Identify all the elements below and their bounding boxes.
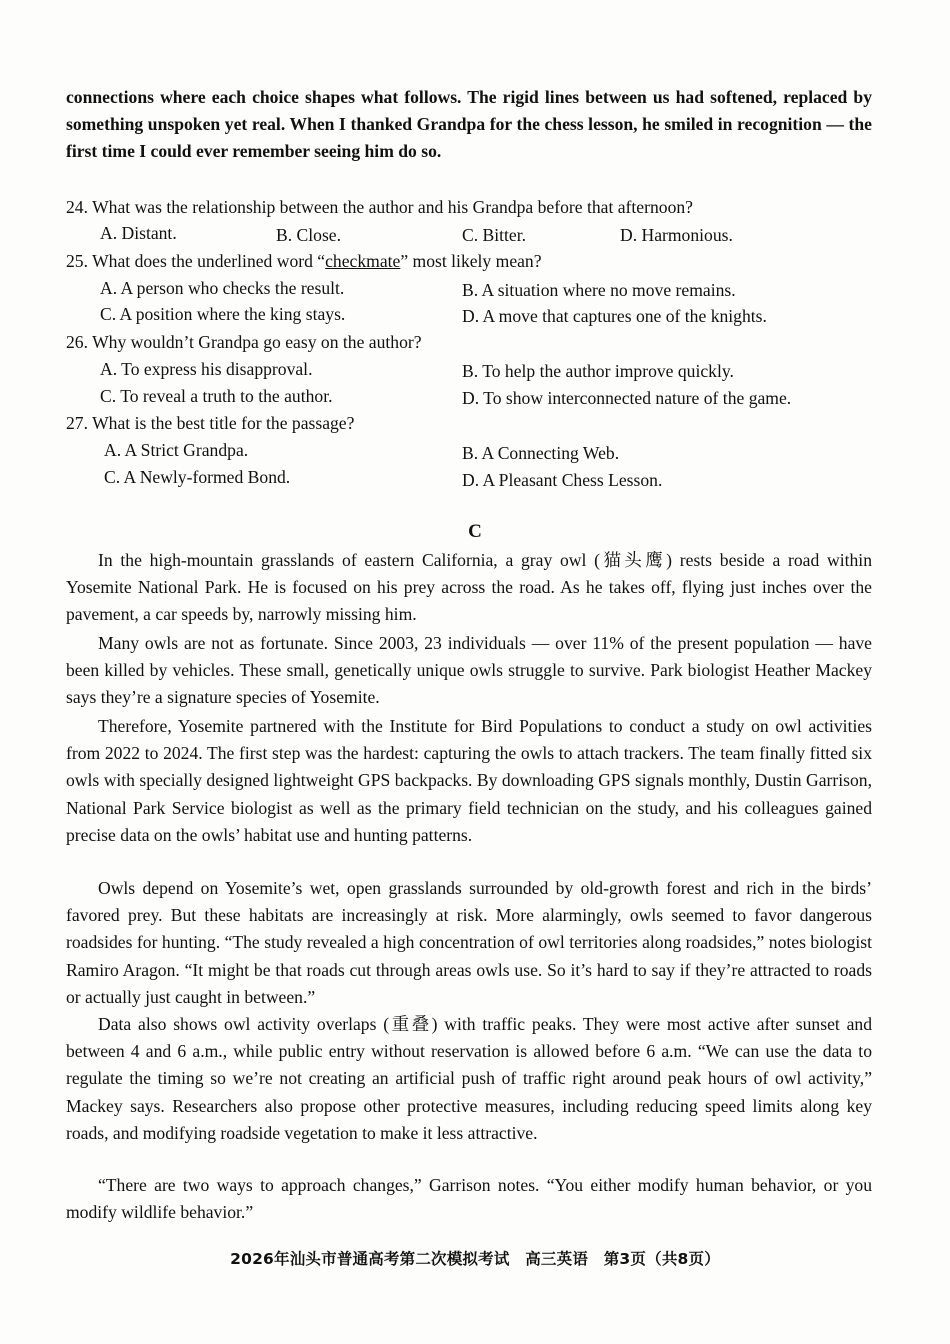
question-24-stem: 24. What was the relationship between the author and his Grandpa before that afternoon? xyxy=(66,197,693,217)
intro-paragraph: connections where each choice shapes what follows. The rigid lines between us had softened, replaced by something unspoken yet real. When I thanked Grandpa for the chess lesson, he smiled in recognition — the first time I could ever remember seeing him do so. xyxy=(66,87,872,162)
q27-option-c: C. A Newly-formed Bond. xyxy=(104,467,291,487)
q24-option-d: D. Harmonious. xyxy=(620,225,733,245)
question-25-stem xyxy=(66,248,542,274)
q26-option-b: B. To help the author improve quickly. xyxy=(462,361,734,381)
q25-option-a: A. A person who checks the result. xyxy=(100,278,345,298)
passage-c-paragraph-2: Many owls are not as fortunate. Since 2003, 23 individuals — over 11% of the present population — have been killed by vehicles. These small, genetically unique owls struggle to survive. Park biologist Heather Mackey says they’re a signature species of Yosemite. xyxy=(66,633,872,708)
q26-option-a: A. To express his disapproval. xyxy=(100,359,313,379)
section-label: C xyxy=(468,521,482,542)
page-footer: 2026年汕头市普通高考第二次模拟考试 高三英语 第3页（共8页） xyxy=(230,1250,720,1268)
q27-option-a: A. A Strict Grandpa. xyxy=(104,440,249,460)
passage-c-paragraph-3: Therefore, Yosemite partnered with the Institute for Bird Populations to conduct a study on owl activities from 2022 to 2024. The first step was the hardest: capturing the owls to attach trackers. The team finally fitted six owls with specially designed lightweight GPS backpacks. By downloading GPS signals monthly, Dustin Garrison, National Park Service biologist as well as the primary field technician on the study, and his colleagues gained precise data on the owls’ habitat use and hunting patterns. xyxy=(66,716,872,845)
q25-stem-before: 25. What does the underlined word “ xyxy=(66,251,326,271)
question-27-stem: 27. What is the best title for the passage? xyxy=(66,413,355,433)
q27-option-b: B. A Connecting Web. xyxy=(462,443,620,463)
q27-option-d: D. A Pleasant Chess Lesson. xyxy=(462,470,663,490)
q24-option-a: A. Distant. xyxy=(100,223,177,243)
q24-option-c: C. Bitter. xyxy=(462,225,527,245)
q25-option-b: B. A situation where no move remains. xyxy=(462,280,736,300)
q25-underlined-word: checkmate xyxy=(325,251,401,271)
q25-option-c: C. A position where the king stays. xyxy=(100,304,346,324)
passage-c-paragraph-4: Owls depend on Yosemite’s wet, open grasslands surrounded by old-growth forest and rich in the birds’ favored prey. But these habitats are increasingly at risk. More alarmingly, owls seemed to favor dangerous roadsides for hunting. “The study revealed a high concentration of owl territories along roadsides,” notes biologist Ramiro Aragon. “It might be that roads cut through areas owls use. So it’s hard to say if they’re attracted to roads or actually just caught in between.” xyxy=(66,878,872,1007)
q26-option-c: C. To reveal a truth to the author. xyxy=(100,386,333,406)
question-26-stem: 26. Why wouldn’t Grandpa go easy on the author? xyxy=(66,332,422,352)
q25-option-d: D. A move that captures one of the knights. xyxy=(462,306,767,326)
passage-c-paragraph-5: Data also shows owl activity overlaps (重叠) with traffic peaks. They were most active after sunset and between 4 and 6 a.m., while public entry without reservation is allowed before 6 a.m. “We can use the data to regulate the timing so we’re not creating an artificial push of traffic right around peak hours of owl activity,” Mackey says. Researchers also propose other protective measures, including reducing speed limits along key roads, and modifying roadside vegetation to make it less attractive. xyxy=(66,1014,872,1143)
passage-c-paragraph-6: “There are two ways to approach changes,” Garrison notes. “You either modify human behavior, or you modify wildlife behavior.” xyxy=(66,1175,872,1223)
passage-c-paragraph-1: In the high-mountain grasslands of eastern California, a gray owl (猫头鹰) rests beside a road within Yosemite National Park. He is focused on his prey across the road. As he takes off, flying just inches over the pavement, a car speeds by, narrowly missing him. xyxy=(66,550,872,625)
q24-option-b: B. Close. xyxy=(276,225,342,245)
q26-option-d: D. To show interconnected nature of the game. xyxy=(462,388,792,408)
q25-stem-after: ” most likely mean? xyxy=(400,251,542,271)
